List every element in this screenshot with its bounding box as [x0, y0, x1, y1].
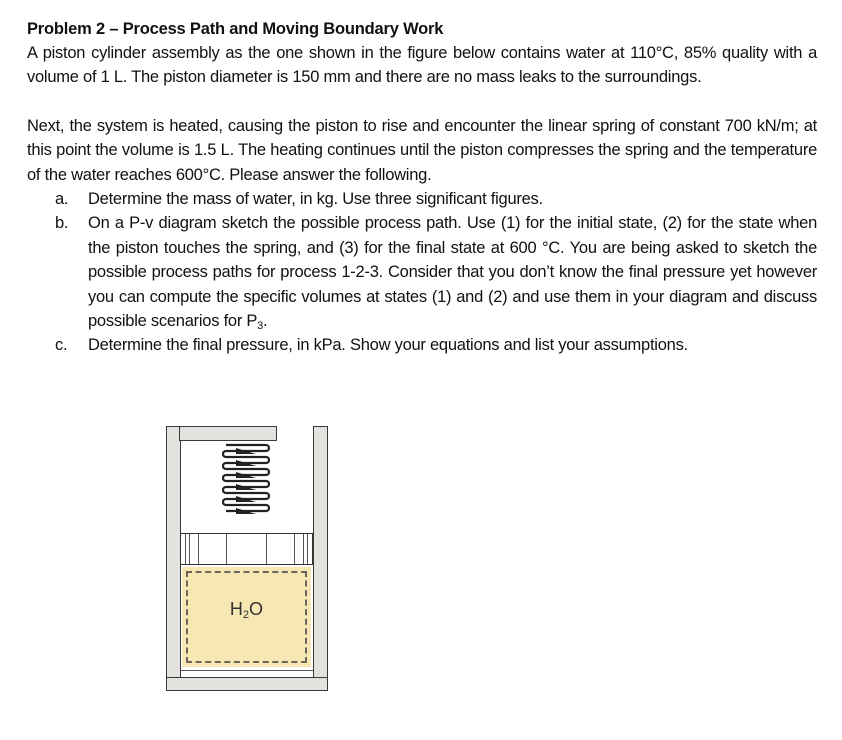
- question-text-tail: .: [263, 312, 268, 331]
- question-marker: a.: [55, 190, 69, 209]
- h2o-label-sub: 2: [242, 609, 250, 621]
- question-text: Determine the mass of water, in kg. Use three significant figures.: [88, 190, 543, 209]
- problem-title: Problem 2 – Process Path and Moving Boundary Work: [27, 20, 444, 38]
- piston: [180, 533, 313, 565]
- cylinder-bottom: [166, 677, 328, 691]
- cylinder-right-wall: [313, 426, 328, 690]
- piston-rib: [198, 534, 199, 564]
- cylinder-left-wall: [166, 426, 181, 690]
- piston-rib: [294, 534, 295, 564]
- question-text: On a P-v diagram sketch the possible process path. Use (1) for the initial state, (2) for the state when the piston touches the spring, and (3) for the final state at 600 °C. You are being asked to sketch the possible process paths for process 1-2-3. Consider that you don’t know the final pressure yet however you can compute the specific volumes at states (1) and (2) and use them in your diagram and discuss possible scenarios for P: [88, 214, 817, 331]
- piston-rib: [266, 534, 267, 564]
- h2o-label-o: O: [249, 599, 264, 619]
- problem-document: [27, 17, 817, 358]
- piston-rib: [307, 534, 308, 564]
- question-c: [27, 333, 817, 357]
- spring-mount-plate: [179, 426, 277, 441]
- question-marker: b.: [55, 214, 69, 233]
- question-a: [27, 187, 817, 211]
- piston-rib: [185, 534, 186, 564]
- paragraph-gap: [27, 90, 817, 114]
- h2o-label-h: H: [229, 599, 243, 619]
- question-marker: c.: [55, 336, 68, 355]
- question-b: [27, 211, 817, 333]
- piston-rib: [303, 534, 304, 564]
- question-text: Determine the final pressure, in kPa. Show your equations and list your assumptions.: [88, 336, 688, 355]
- inner-bottom-line: [181, 670, 313, 671]
- question-list: [27, 187, 817, 358]
- piston-rib: [226, 534, 227, 564]
- problem-intro: A piston cylinder assembly as the one shown in the figure below contains water at 110°C, 85% quality with a volume of 1 L. The piston diameter is 150 mm and there are no mass leaks to the surroundings.: [27, 44, 817, 87]
- problem-body: Next, the system is heated, causing the piston to rise and encounter the linear spring of constant 700 kN/m; at this point the volume is 1.5 L. The heating continues until the piston compresses the spring and the temperature of the water reaches 600°C. Please answer the following.: [27, 116, 817, 184]
- water-region: [182, 567, 311, 667]
- h2o-label: [182, 599, 311, 620]
- piston-rib: [189, 534, 190, 564]
- subscript: 3: [257, 320, 264, 333]
- spring-icon: [222, 441, 270, 517]
- piston-cylinder-figure: [160, 420, 340, 700]
